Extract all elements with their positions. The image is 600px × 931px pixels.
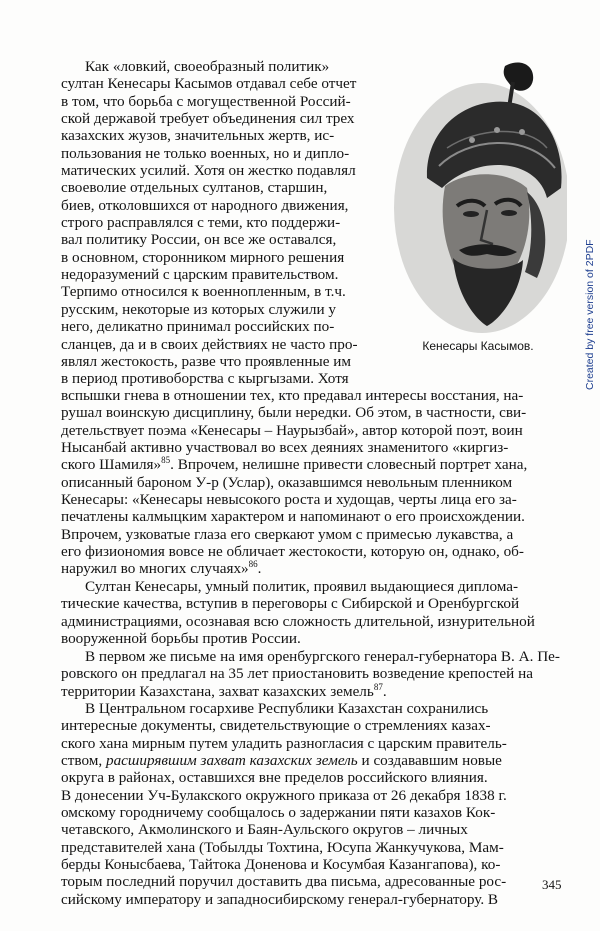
text-line: торым последний поручил доставить два письма, адресованные рос- xyxy=(61,873,507,891)
text-line: В Центральном госархиве Республики Казахстан сохранились xyxy=(85,700,489,717)
paragraph-1-narrow xyxy=(61,58,376,388)
text-line: строго расправлялся с теми, кто поддержи- xyxy=(61,214,341,232)
text-line: казахских жузов, значительных жертв, ис- xyxy=(61,127,335,145)
text-line: интересные документы, свидетельствующие о стремлениях казах- xyxy=(61,717,491,735)
text-line: биев, отколовшихся от народного движения, xyxy=(61,196,349,214)
text-line: ской державой требует объединения сил трех xyxy=(61,110,355,128)
text-line xyxy=(61,683,567,700)
text-line xyxy=(61,456,567,473)
text-line: печатлены калмыцким характером и напоминают о его происхождении. xyxy=(61,508,525,526)
text-line: сийскому императору и западносибирскому генерал-губернатору. В xyxy=(61,890,499,908)
text-line xyxy=(61,752,567,769)
text-line: вооруженной борьбы против России. xyxy=(61,630,301,648)
text-line: омскому городничему сообщалось о задержании пяти казахов Кок- xyxy=(61,804,496,822)
text-line: в том, что борьба с могущественной Россий- xyxy=(61,92,351,110)
text-fragment: . xyxy=(382,682,387,700)
paragraph-3 xyxy=(61,648,567,700)
text-line: него, деликатно принимал российских по- xyxy=(61,318,335,336)
paragraph-1-full xyxy=(61,387,567,578)
text-line: своеволие отдельных султанов, старшин, xyxy=(61,179,328,197)
text-line: Впрочем, узковатые глаза его сверкают умом с примесью лукавства, а xyxy=(61,525,514,543)
figure-caption: Кенесары Касымов. xyxy=(422,339,534,353)
text-line: в период противоборства с кыргызами. Хотя xyxy=(61,370,349,388)
footnote-ref: 86 xyxy=(248,560,258,570)
text-fragment: ского Шамиля» xyxy=(61,456,162,474)
text-line: являл жестокость, разве что проявленные им xyxy=(61,352,352,370)
text-line xyxy=(61,560,567,577)
italic-fragment: расширявшим захват казахских земель xyxy=(105,752,358,770)
text-line: в основном, сторонником мирного решения xyxy=(61,248,345,266)
text-fragment: наружил во многих случаях» xyxy=(61,560,249,578)
page-number: 345 xyxy=(542,877,562,892)
text-line: сланцев, да и в своих действиях не часто про- xyxy=(61,335,358,353)
text-fragment: . Впрочем, нелишне привести словесный портрет хана, xyxy=(170,456,528,474)
text-line: султан Кенесары Касымов отдавал себе отчет xyxy=(61,75,357,93)
kenesary-portrait-image xyxy=(387,58,567,338)
text-line: В донесении Уч-Булакского окружного приказа от 26 декабря 1838 г. xyxy=(61,786,507,804)
text-fragment: ством, xyxy=(61,752,103,770)
text-line: рушал воинскую дисциплину, были нередки. Об этом, в частности, сви- xyxy=(61,404,527,422)
text-line: его физиономия вовсе не обличает жестокости, которую он, однако, об- xyxy=(61,543,524,561)
text-line: вал политику России, он все же оставался, xyxy=(61,231,337,249)
paragraph-2 xyxy=(61,578,567,647)
text-line: русским, некоторые из которых служили у xyxy=(61,300,336,318)
text-fragment: и создававшим новые xyxy=(357,752,502,770)
text-line: Султан Кенесары, умный политик, проявил выдающиеся диплома- xyxy=(85,578,519,595)
text-line: матических усилий. Хотя он жестко подавлял xyxy=(61,162,356,180)
portrait-figure xyxy=(387,58,567,348)
text-line: округа в районах, оставшихся вне пределов российского влияния. xyxy=(61,769,488,787)
text-line: детельствует поэма «Кенесары – Наурызбай», автор которой поэт, воин xyxy=(61,421,523,439)
text-line: берды Конысбаева, Тайтока Доненова и Косумбая Казангапова), ко- xyxy=(61,856,501,874)
text-line: недоразумений с царским правительством. xyxy=(61,266,339,284)
text-line: администрациями, осознавая всю сложность длительной, изнурительной xyxy=(61,612,535,630)
text-line: пользования не только военных, но и дипло- xyxy=(61,144,350,162)
text-line: ского хана мирным путем уладить разногласия с царским правитель- xyxy=(61,734,507,752)
text-line: вспышки гнева в отношении тех, кто предавал интересы восстания, на- xyxy=(61,387,524,404)
text-line: описанный бароном У-р (Услар), оказавшимся невольным пленником xyxy=(61,473,513,491)
text-line: представителей хана (Тобылды Тохтина, Юсупа Жанкучукова, Мам- xyxy=(61,838,504,856)
text-line: Нысанбай активно участвовал во всех деяниях знаменитого «киргиз- xyxy=(61,439,509,457)
text-line: Как «ловкий, своеобразный политик» xyxy=(85,58,330,75)
watermark-side-text: Created by free version of 2PDF xyxy=(584,239,596,390)
footnote-ref: 85 xyxy=(161,456,171,466)
text-line: ровского он предлагал на 35 лет приостановить возведение крепостей на xyxy=(61,665,533,683)
text-line: тические качества, вступив в переговоры с Сибирской и Оренбургской xyxy=(61,595,520,613)
text-fragment: . xyxy=(257,560,262,578)
footnote-ref: 87 xyxy=(373,682,383,692)
text-line: Кенесары: «Кенесары невысокого роста и худощав, черты лица его за- xyxy=(61,491,517,509)
text-line: Терпимо относился к военнопленным, в т.ч. xyxy=(61,283,346,301)
text-fragment: территории Казахстана, захват казахских земель xyxy=(61,682,374,700)
text-line: В первом же письме на имя оренбургского генерал-губернатора В. А. Пе- xyxy=(85,648,560,665)
text-line: четавского, Акмолинского и Баян-Аульского округов – личных xyxy=(61,821,468,839)
paragraph-4 xyxy=(61,700,567,908)
